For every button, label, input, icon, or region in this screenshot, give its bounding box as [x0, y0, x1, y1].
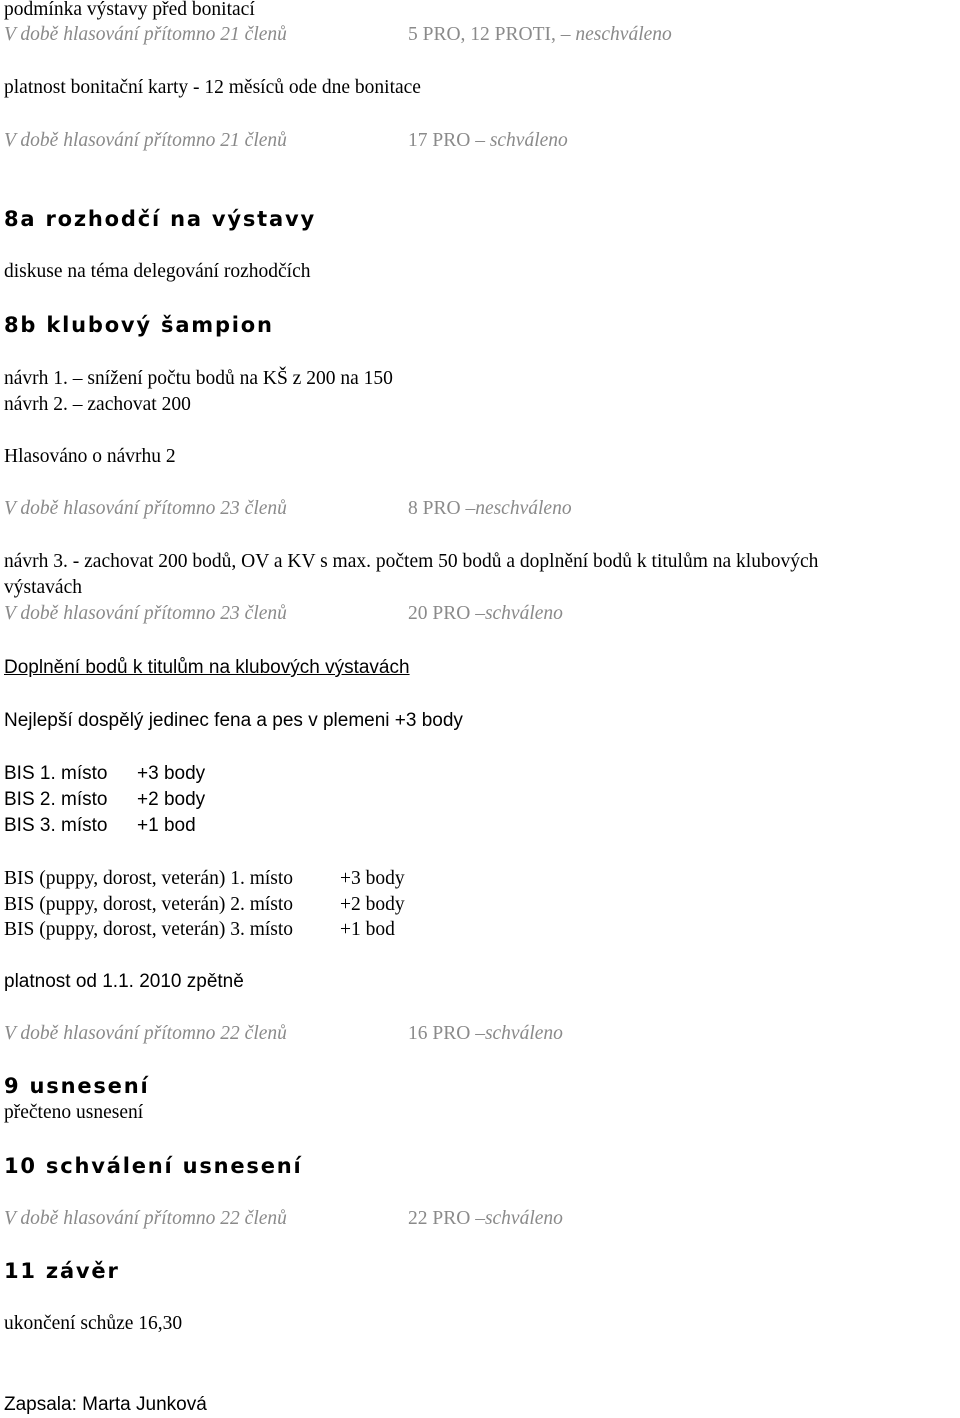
- topic-breeding-card-validity: platnost bonitační karty - 12 měsíců ode dne bonitace: [4, 77, 421, 98]
- bis-junior-place: BIS (puppy, dorost, veterán) 1. místo: [4, 868, 294, 889]
- vote-result: 17 PRO – schváleno: [408, 130, 568, 151]
- minutes-signature: Zapsala: Marta Junková: [4, 1394, 207, 1415]
- vote-attendance: V době hlasování přítomno 23 členů: [4, 498, 287, 519]
- proposal-2: návrh 2. – zachovat 200: [4, 394, 191, 415]
- bis-place: BIS 1. místo: [4, 763, 108, 784]
- title-points-heading: Doplnění bodů k titulům na klubových výstavách: [4, 657, 410, 678]
- vote-attendance: V době hlasování přítomno 22 členů: [4, 1208, 287, 1229]
- bis-junior-points: +2 body: [340, 894, 405, 915]
- discussion-note: diskuse na téma delegování rozhodčích: [4, 261, 311, 282]
- bis-junior-points: +1 bod: [340, 919, 395, 940]
- vote-result: 8 PRO –neschváleno: [408, 498, 572, 519]
- validity-note: platnost od 1.1. 2010 zpětně: [4, 971, 244, 992]
- section-heading-8a: 8a rozhodčí na výstavy: [4, 207, 316, 231]
- section-heading-11: 11 závěr: [4, 1259, 120, 1283]
- bis-points: +1 bod: [137, 815, 196, 836]
- vote-attendance: V době hlasování přítomno 22 členů: [4, 1023, 287, 1044]
- section-heading-8b: 8b klubový šampion: [4, 313, 274, 337]
- bis-place: BIS 2. místo: [4, 789, 108, 810]
- section-heading-10: 10 schválení usnesení: [4, 1154, 303, 1178]
- vote-attendance: V době hlasování přítomno 21 členů: [4, 24, 287, 45]
- resolution-read-note: přečteno usnesení: [4, 1102, 144, 1123]
- bis-points: +3 body: [137, 763, 206, 784]
- topic-show-before-breeding: podmínka výstavy před bonitací: [4, 0, 255, 20]
- vote-result: 16 PRO –schváleno: [408, 1023, 563, 1044]
- proposal-3-line2: výstavách: [4, 577, 82, 598]
- bis-points: +2 body: [137, 789, 206, 810]
- proposal-1: návrh 1. – snížení počtu bodů na KŠ z 200 na 150: [4, 368, 393, 389]
- best-adult-points: Nejlepší dospělý jedinec fena a pes v plemeni +3 body: [4, 710, 463, 731]
- vote-result: 20 PRO –schváleno: [408, 603, 563, 624]
- meeting-end-note: ukončení schůze 16,30: [4, 1313, 183, 1334]
- bis-junior-place: BIS (puppy, dorost, veterán) 2. místo: [4, 894, 294, 915]
- vote-result: 22 PRO –schváleno: [408, 1208, 563, 1229]
- proposal-3-line1: návrh 3. - zachovat 200 bodů, OV a KV s max. počtem 50 bodů a doplnění bodů k titulům na klubových: [4, 551, 819, 572]
- vote-attendance: V době hlasování přítomno 23 členů: [4, 603, 287, 624]
- bis-junior-points: +3 body: [340, 868, 405, 889]
- bis-place: BIS 3. místo: [4, 815, 108, 836]
- vote-result: 5 PRO, 12 PROTI, – neschváleno: [408, 24, 672, 45]
- voted-on-note: Hlasováno o návrhu 2: [4, 446, 176, 467]
- vote-attendance: V době hlasování přítomno 21 členů: [4, 130, 287, 151]
- section-heading-9: 9 usnesení: [4, 1074, 150, 1098]
- bis-junior-place: BIS (puppy, dorost, veterán) 3. místo: [4, 919, 294, 940]
